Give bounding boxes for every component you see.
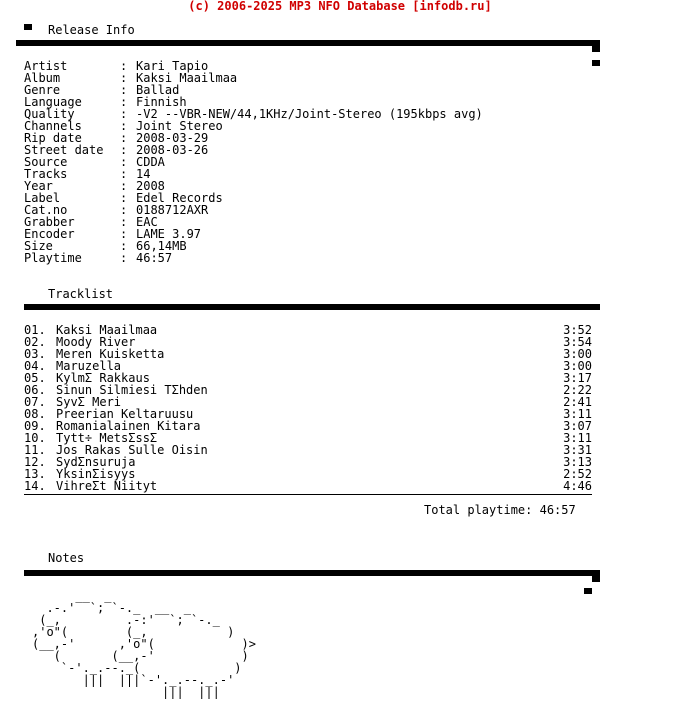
info-label: Rip date: [24, 131, 82, 145]
info-label: Street date: [24, 143, 104, 157]
info-separator: :: [120, 71, 128, 85]
track-number: 03.: [24, 347, 46, 361]
info-value: 14: [136, 167, 151, 181]
track-title: Meren Kuisketta: [56, 347, 165, 361]
info-row: [24, 120, 600, 132]
info-value: 2008-03-29: [136, 131, 209, 145]
info-row: [24, 204, 600, 216]
track-title: Sinun Silmiesi TΣhden: [56, 383, 208, 397]
track-number: 05.: [24, 371, 46, 385]
track-duration: 3:00: [563, 347, 592, 361]
info-row: [24, 156, 600, 168]
track-duration: 3:00: [563, 359, 592, 373]
info-separator: :: [120, 179, 128, 193]
info-row: [24, 180, 600, 192]
info-value: 66,14MB: [136, 239, 187, 253]
info-separator: :: [120, 155, 128, 169]
track-duration: 3:07: [563, 419, 592, 433]
section-title-release: Release Info: [48, 23, 135, 37]
rule-end-block: [592, 46, 600, 52]
info-value: LAME 3.97: [136, 227, 202, 241]
section-rule-notes: [24, 570, 600, 576]
track-number: 14.: [24, 479, 46, 493]
site-banner[interactable]: (c) 2006-2025 MP3 NFO Database [infodb.ru]: [188, 0, 492, 13]
info-label: Channels: [24, 119, 82, 133]
info-row: [24, 60, 600, 72]
info-value: Ballad: [136, 83, 180, 97]
info-row: [24, 144, 600, 156]
track-number: 06.: [24, 383, 46, 397]
info-row: [24, 108, 600, 120]
info-row: [24, 168, 600, 180]
notes-square-right: [584, 588, 592, 594]
info-value: EAC: [136, 215, 158, 229]
track-number: 13.: [24, 467, 46, 481]
track-title: KylmΣ Rakkaus: [56, 371, 150, 385]
track-duration: 2:41: [563, 395, 592, 409]
track-number: 01.: [24, 323, 46, 337]
info-value: Kaksi Maailmaa: [136, 71, 238, 85]
info-row: [24, 192, 600, 204]
track-title: Moody River: [56, 335, 136, 349]
info-label: Playtime: [24, 251, 82, 265]
info-value: Kari Tapio: [136, 59, 209, 73]
track-title: Preerian Keltaruusu: [56, 407, 194, 421]
rule-end-block: [592, 576, 600, 582]
track-duration: 3:54: [563, 335, 592, 349]
track-number: 07.: [24, 395, 46, 409]
info-value: 2008: [136, 179, 165, 193]
track-title: SyvΣ Meri: [56, 395, 122, 409]
track-number: 08.: [24, 407, 46, 421]
tracklist-divider: [24, 494, 592, 495]
track-number: 04.: [24, 359, 46, 373]
info-label: Size: [24, 239, 53, 253]
info-label: Source: [24, 155, 68, 169]
info-row: [24, 216, 600, 228]
info-separator: :: [120, 167, 128, 181]
info-row: [24, 84, 600, 96]
header-square-left: [24, 24, 32, 30]
track-duration: 2:52: [563, 467, 592, 481]
info-label: Quality: [24, 107, 75, 121]
track-number: 10.: [24, 431, 46, 445]
total-playtime: Total playtime: 46:57: [424, 503, 576, 517]
track-title: Romanialainen Kitara: [56, 419, 201, 433]
info-label: Artist: [24, 59, 68, 73]
info-separator: :: [120, 191, 128, 205]
track-number: 02.: [24, 335, 46, 349]
track-duration: 4:46: [563, 479, 592, 493]
info-label: Label: [24, 191, 61, 205]
info-label: Album: [24, 71, 61, 85]
track-title: VihreΣt Niityt: [56, 479, 158, 493]
track-number: 09.: [24, 419, 46, 433]
info-separator: :: [120, 203, 128, 217]
nfo-document: [24, 0, 600, 699]
info-row: [24, 228, 600, 240]
info-separator: :: [120, 251, 128, 265]
info-separator: :: [120, 215, 128, 229]
info-value: 2008-03-26: [136, 143, 209, 157]
section-rule-release: [16, 40, 600, 46]
info-separator: :: [120, 227, 128, 241]
info-row: [24, 72, 600, 84]
info-value: 0188712AXR: [136, 203, 209, 217]
info-separator: :: [120, 143, 128, 157]
info-label: Genre: [24, 83, 61, 97]
track-row: [24, 480, 600, 492]
info-label: Tracks: [24, 167, 68, 181]
info-separator: :: [120, 83, 128, 97]
ascii-art-sheep: __ _ .-.' `; `-._ __ _ (_, .-:' `; `-._ ,'o"( (_, ) (__,-' ,'o"( )> ( (__,-' ) `-'._.--._( ) ||| |||`-'._.--._.-' ||| |||: [32, 589, 256, 699]
info-separator: :: [120, 95, 128, 109]
info-separator: :: [120, 239, 128, 253]
track-duration: 3:13: [563, 455, 592, 469]
info-separator: :: [120, 59, 128, 73]
info-separator: :: [120, 119, 128, 133]
track-duration: 3:17: [563, 371, 592, 385]
info-row: [24, 132, 600, 144]
track-title: Jos Rakas Sulle Oisin: [56, 443, 208, 457]
info-label: Language: [24, 95, 82, 109]
info-label: Encoder: [24, 227, 75, 241]
section-title-tracklist: Tracklist: [48, 287, 114, 301]
track-duration: 3:31: [563, 443, 592, 457]
info-separator: :: [120, 107, 128, 121]
track-duration: 2:22: [563, 383, 592, 397]
track-title: Kaksi Maailmaa: [56, 323, 158, 337]
track-title: Tytt÷ MetsΣssΣ: [56, 431, 158, 445]
info-value: Finnish: [136, 95, 187, 109]
track-title: Maruzella: [56, 359, 122, 373]
section-rule-tracklist: [24, 304, 600, 310]
info-label: Grabber: [24, 215, 75, 229]
track-duration: 3:11: [563, 407, 592, 421]
info-separator: :: [120, 131, 128, 145]
info-label: Cat.no: [24, 203, 68, 217]
info-value: Joint Stereo: [136, 119, 223, 133]
info-row: [24, 252, 600, 264]
info-row: [24, 240, 600, 252]
info-value: -V2 --VBR-NEW/44,1KHz/Joint-Stereo (195kbps avg): [136, 107, 483, 121]
info-value: 46:57: [136, 251, 173, 265]
info-label: Year: [24, 179, 53, 193]
track-title: YksinΣisyys: [56, 467, 136, 481]
track-duration: 3:11: [563, 431, 592, 445]
track-duration: 3:52: [563, 323, 592, 337]
info-value: Edel Records: [136, 191, 223, 205]
track-number: 12.: [24, 455, 46, 469]
track-number: 11.: [24, 443, 46, 457]
track-title: SydΣnsuruja: [56, 455, 136, 469]
info-value: CDDA: [136, 155, 165, 169]
section-title-notes: Notes: [48, 551, 85, 565]
